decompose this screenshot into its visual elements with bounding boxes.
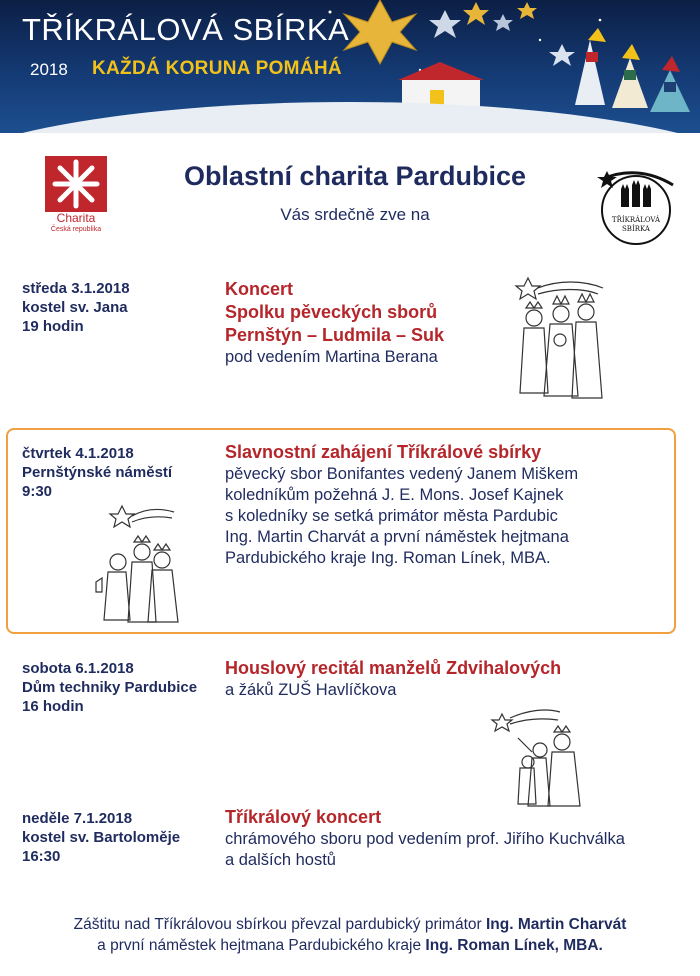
- footer-line-1: Záštitu nad Tříkrálovou sbírkou převzal pardubický primátor Ing. Martin Charvát: [73, 916, 627, 933]
- event-date: čtvrtek 4.1.2018: [22, 445, 134, 462]
- event-heading: Spolku pěveckých sborů: [225, 302, 438, 322]
- patron-name: Ing. Roman Línek, MBA.: [425, 937, 603, 954]
- house-icon: [398, 62, 484, 80]
- star-icon: [429, 10, 461, 38]
- event-text: s koledníky se setká primátor města Pardubic: [225, 507, 558, 525]
- svg-text:SBÍRKA: SBÍRKA: [622, 225, 650, 233]
- event-venue: kostel sv. Jana: [22, 299, 128, 316]
- three-kings-icon: [575, 28, 690, 112]
- event-3-meta: [22, 659, 197, 716]
- event-1-body: [225, 278, 444, 368]
- banner-title: TŘÍKRÁLOVÁ SBÍRKA: [22, 12, 350, 47]
- carolers-star-sketch-icon: [488, 706, 588, 812]
- organization-title: Oblastní charita Pardubice: [183, 161, 527, 191]
- event-heading: Tříkrálový koncert: [225, 807, 382, 827]
- event-time: 19 hodin: [22, 318, 84, 335]
- trikralova-sbirka-logo: [595, 165, 677, 247]
- banner-slogan: KAŽDÁ KORUNA POMÁHÁ: [92, 58, 342, 79]
- event-date: sobota 6.1.2018: [22, 660, 134, 677]
- gold-star-icon: [344, 0, 416, 64]
- event-text: chrámového sboru pod vedením prof. Jiřího Kuchválka: [225, 830, 625, 848]
- event-3-body: [225, 657, 561, 701]
- event-text: Ing. Martin Charvát a první náměstek hejtmana: [225, 528, 569, 546]
- star-icon: [517, 2, 537, 19]
- event-text: Pardubického kraje Ing. Roman Línek, MBA.: [225, 549, 551, 567]
- event-2-meta: [22, 444, 172, 501]
- event-2-body: [225, 441, 578, 569]
- header-banner: [0, 0, 700, 133]
- invitation-line: Vás srdečně zve na: [280, 205, 430, 224]
- event-heading: Houslový recitál manželů Zdvihalových: [225, 658, 562, 678]
- carolers-sketch-icon: [88, 500, 188, 628]
- event-text: koledníkům požehná J. E. Mons. Josef Kajnek: [225, 486, 564, 504]
- event-text: a dalších hostů: [225, 851, 336, 869]
- event-venue: Dům techniky Pardubice: [22, 679, 198, 696]
- event-heading: Pernštýn – Ludmila – Suk: [225, 325, 445, 345]
- event-time: 16:30: [22, 848, 61, 865]
- event-date: středa 3.1.2018: [22, 280, 130, 297]
- event-venue: Pernštýnské náměstí: [22, 464, 173, 481]
- star-icon: [463, 2, 489, 25]
- event-text: pěvecký sbor Bonifantes vedený Janem Miškem: [225, 465, 579, 483]
- charita-label: Charita: [56, 211, 96, 225]
- event-date: neděle 7.1.2018: [22, 810, 133, 827]
- charita-logo: [45, 156, 107, 242]
- event-heading: Koncert: [225, 279, 294, 299]
- event-text: a žáků ZUŠ Havlíčkova: [225, 681, 397, 699]
- event-time: 16 hodin: [22, 698, 84, 715]
- event-4-body: [225, 806, 625, 871]
- event-time: 9:30: [22, 483, 53, 500]
- event-4-meta: [22, 809, 180, 866]
- event-heading: Slavnostní zahájení Tříkrálové sbírky: [225, 442, 542, 462]
- event-venue: kostel sv. Bartoloměje: [22, 829, 181, 846]
- three-kings-logo-icon: [595, 165, 677, 247]
- event-text: pod vedením Martina Berana: [225, 348, 438, 366]
- star-icon: [549, 44, 575, 66]
- banner-year: 2018: [30, 60, 68, 79]
- charita-cross-icon: [45, 156, 107, 212]
- svg-text:TŘÍKRÁLOVÁ: TŘÍKRÁLOVÁ: [611, 216, 661, 224]
- star-icon: [493, 14, 513, 31]
- patronage-footer: [0, 914, 700, 956]
- kings-sketch-icon: [498, 268, 608, 408]
- patron-name: Ing. Martin Charvát: [485, 916, 627, 933]
- charita-sub: Česká republika: [50, 226, 102, 233]
- footer-line-2: a první náměstek hejtmana Pardubického kraje Ing. Roman Línek, MBA.: [97, 937, 603, 954]
- event-1-meta: [22, 279, 130, 336]
